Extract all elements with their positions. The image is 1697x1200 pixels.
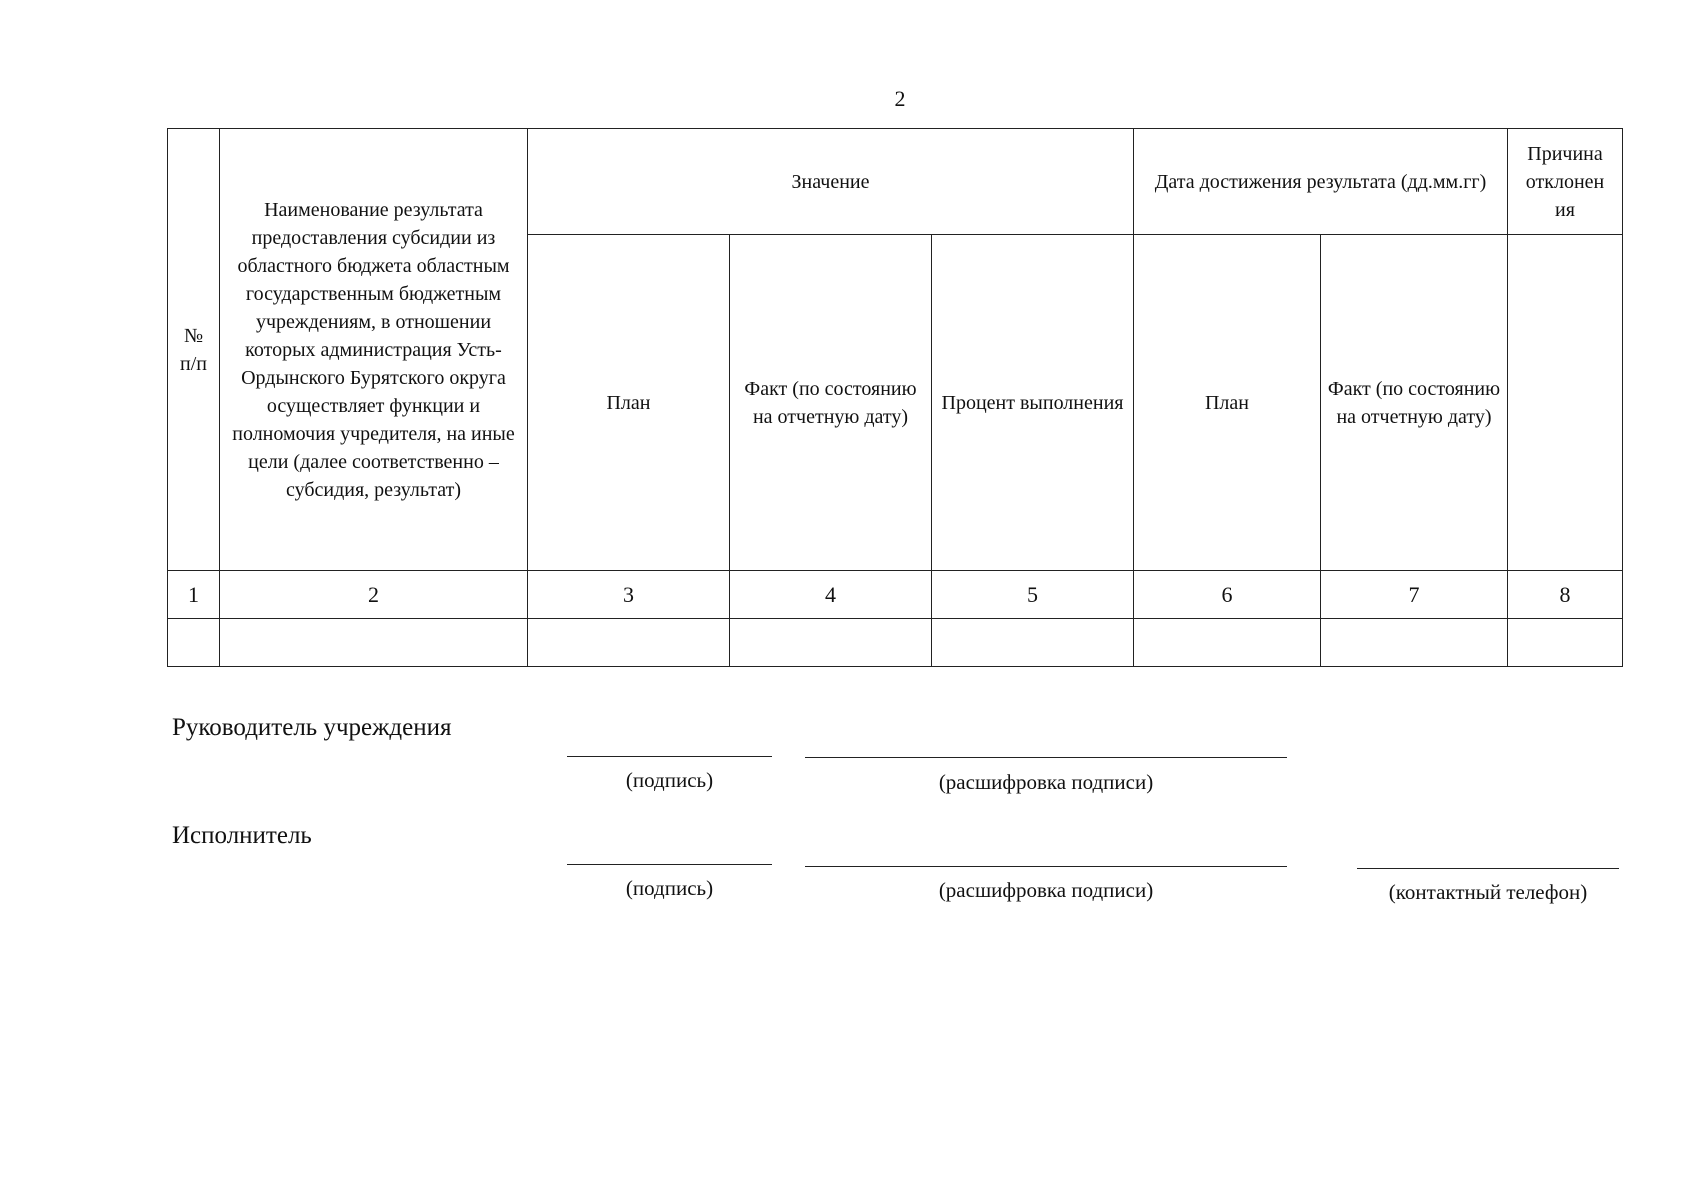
header-percent: Процент выполнения bbox=[932, 235, 1134, 571]
header-date-group: Дата достижения результата (дд.мм.гг) bbox=[1134, 129, 1508, 235]
column-number: 6 bbox=[1134, 571, 1321, 619]
header-number: № п/п bbox=[168, 129, 220, 571]
table-cell bbox=[932, 619, 1134, 667]
header-result-name: Наименование результата предоставления субсидии из областного бюджета областным государственным бюджетным учреждениям, в отношении которых администрация Усть-Ордынского Бурятского округа осуществляет функции и полномочия учредителя, на иные цели (далее соответственно – субсидия, результат) bbox=[220, 129, 528, 571]
header-date-plan: План bbox=[1134, 235, 1321, 571]
executor-label: Исполнитель bbox=[172, 822, 312, 849]
table-cell bbox=[220, 619, 528, 667]
executor-phone-caption: (контактный телефон) bbox=[1388, 880, 1588, 904]
executor-decoding-line bbox=[805, 866, 1287, 867]
table-cell bbox=[1134, 619, 1321, 667]
table-cell bbox=[1321, 619, 1508, 667]
head-label: Руководитель учреждения bbox=[172, 714, 452, 741]
head-decoding-caption: (расшифровка подписи) bbox=[938, 770, 1154, 794]
table-cell bbox=[528, 619, 730, 667]
column-number: 3 bbox=[528, 571, 730, 619]
executor-signature-line bbox=[567, 864, 772, 865]
column-number: 4 bbox=[730, 571, 932, 619]
head-decoding-line bbox=[805, 757, 1287, 758]
column-number: 1 bbox=[168, 571, 220, 619]
header-reason-empty bbox=[1508, 235, 1623, 571]
header-date-fact: Факт (по состоянию на отчетную дату) bbox=[1321, 235, 1508, 571]
column-number: 2 bbox=[220, 571, 528, 619]
executor-phone-line bbox=[1357, 868, 1619, 869]
table-cell bbox=[168, 619, 220, 667]
column-number: 8 bbox=[1508, 571, 1623, 619]
table-cell bbox=[730, 619, 932, 667]
column-number: 5 bbox=[932, 571, 1134, 619]
report-table bbox=[167, 128, 1623, 667]
header-row-top bbox=[168, 129, 1623, 235]
head-signature-line bbox=[567, 756, 772, 757]
page-number: 2 bbox=[894, 86, 906, 111]
head-signature-caption: (подпись) bbox=[625, 768, 714, 792]
header-value-group: Значение bbox=[528, 129, 1134, 235]
column-number-row bbox=[168, 571, 1623, 619]
column-number: 7 bbox=[1321, 571, 1508, 619]
header-fact: Факт (по состоянию на отчетную дату) bbox=[730, 235, 932, 571]
table-cell bbox=[1508, 619, 1623, 667]
executor-decoding-caption: (расшифровка подписи) bbox=[938, 878, 1154, 902]
header-plan: План bbox=[528, 235, 730, 571]
executor-signature-caption: (подпись) bbox=[625, 876, 714, 900]
header-deviation-reason: Причина отклонен ия bbox=[1508, 129, 1623, 235]
table-row bbox=[168, 619, 1623, 667]
